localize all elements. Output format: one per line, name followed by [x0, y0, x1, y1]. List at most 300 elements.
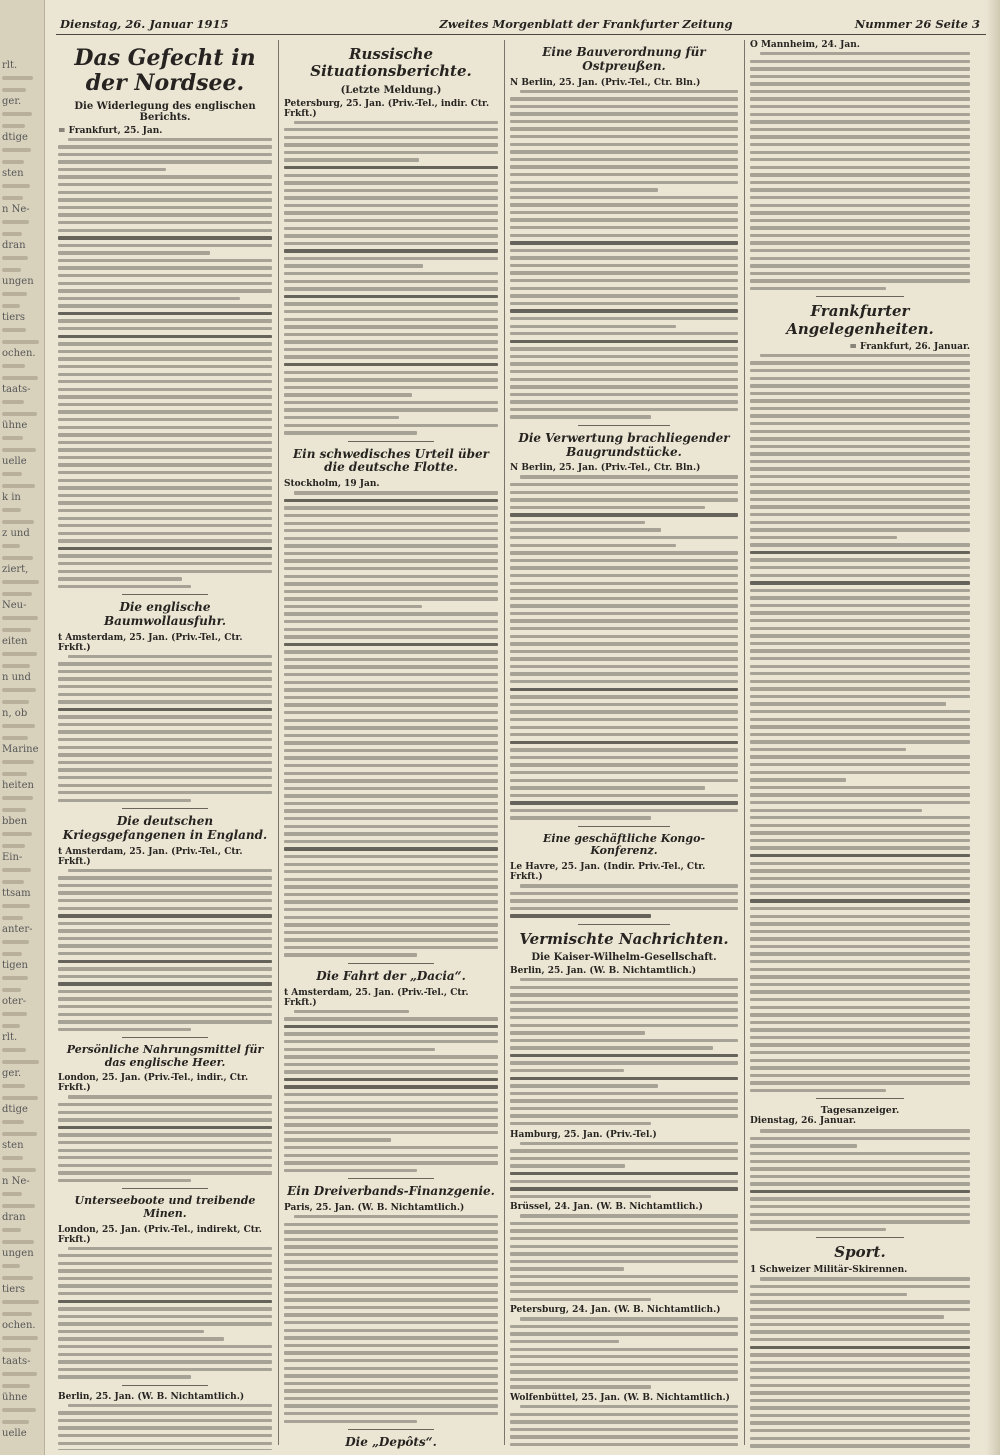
text-line [58, 967, 272, 970]
text-line [510, 135, 738, 138]
text-line [58, 570, 272, 573]
article-body-text [750, 354, 970, 1092]
text-line [750, 877, 970, 880]
text-line [750, 120, 970, 123]
text-line [284, 424, 498, 427]
text-line [750, 1059, 970, 1062]
text-line [58, 1360, 272, 1363]
text-line [750, 407, 970, 410]
text-line [750, 75, 970, 78]
text-line [284, 726, 498, 729]
gutter-text-line [2, 1228, 21, 1232]
text-line [510, 1084, 658, 1087]
text-line [750, 1361, 970, 1364]
text-line [750, 831, 970, 834]
text-line [284, 1131, 498, 1134]
text-line [284, 1238, 498, 1241]
text-line [750, 181, 970, 184]
text-line [58, 1353, 272, 1356]
text-line [750, 740, 970, 743]
text-line [510, 150, 738, 153]
article-dateline: Berlin, 25. Jan. (W. B. Nichtamtlich.) [510, 966, 697, 977]
tagesanzeiger-entries [750, 1129, 970, 1231]
gutter-text-line [2, 76, 33, 80]
text-line [510, 1378, 738, 1381]
text-line [284, 590, 498, 593]
text-line [58, 410, 272, 413]
text-line [510, 1001, 738, 1004]
gutter-text-line [2, 1336, 38, 1340]
text-line [284, 1154, 498, 1157]
text-line [750, 1308, 970, 1311]
text-line [294, 491, 498, 494]
text-line [750, 1182, 970, 1185]
text-line [58, 229, 272, 232]
text-line [510, 158, 738, 161]
text-line [284, 628, 498, 631]
text-line [750, 771, 970, 774]
gutter-text-line [2, 1300, 39, 1304]
text-line [510, 582, 738, 585]
gutter-text-fragment: n Ne- [2, 1176, 30, 1187]
gutter-text-fragment: ungen [2, 1248, 34, 1259]
gutter-text-line [2, 796, 33, 800]
text-line [284, 514, 498, 517]
text-line [58, 494, 272, 497]
text-line [750, 249, 970, 252]
text-line [58, 1315, 272, 1318]
text-line [284, 158, 419, 161]
text-line [58, 327, 272, 330]
text-line [510, 695, 738, 698]
text-line [750, 604, 970, 607]
text-line [58, 791, 272, 794]
text-line [284, 363, 498, 366]
text-line [58, 274, 272, 277]
text-line [284, 787, 498, 790]
text-line [284, 650, 498, 653]
text-line [58, 662, 272, 665]
text-line [58, 380, 272, 383]
header-page-number: Nummer 26 Seite 3 [854, 17, 980, 31]
gutter-text-line [2, 184, 30, 188]
text-line [750, 733, 970, 736]
text-line [58, 907, 272, 910]
gutter-text-fragment: uelle [2, 1428, 27, 1439]
text-line [510, 1298, 651, 1301]
text-line [510, 665, 738, 668]
text-line [58, 1005, 272, 1008]
text-line [750, 884, 970, 887]
text-line [750, 990, 970, 993]
text-line [510, 1229, 738, 1232]
text-line [58, 418, 272, 421]
text-line [510, 1237, 738, 1240]
text-line [510, 657, 738, 660]
text-line [750, 67, 970, 70]
text-line [58, 160, 272, 163]
gutter-text-fragment: rlt. [2, 1032, 18, 1043]
article-headline: Eine geschäftliche Kongo-Konferenz. [542, 831, 706, 858]
text-line [284, 665, 498, 668]
gutter-text-fragment: ger. [2, 1068, 22, 1079]
page-header [56, 14, 986, 35]
text-line [750, 1376, 970, 1379]
text-line [510, 551, 738, 554]
text-line [750, 1006, 970, 1009]
gutter-text-fragment: ochen. [2, 1320, 36, 1331]
previous-page-gutter [0, 0, 45, 1455]
text-line [58, 463, 272, 466]
gutter-text-line [2, 508, 21, 512]
text-line [510, 1099, 738, 1102]
gutter-text-line [2, 808, 26, 812]
gutter-text-line [2, 952, 22, 956]
text-line [58, 335, 272, 338]
text-line [58, 585, 191, 588]
article-headline: Die Verwertung brachliegender Baugrundstücke. [518, 430, 730, 459]
text-line [284, 1359, 498, 1362]
text-line [510, 528, 661, 531]
text-line [750, 1399, 970, 1402]
text-line [750, 596, 970, 599]
text-line [284, 1070, 498, 1073]
text-line [68, 1095, 272, 1098]
text-line [510, 188, 658, 191]
text-line [510, 604, 738, 607]
text-line [58, 738, 272, 741]
text-line [284, 658, 498, 661]
article-headline: Frankfurter Angelegenheiten. [786, 302, 934, 338]
text-line [750, 907, 970, 910]
text-line [750, 1384, 970, 1387]
gutter-text-line [2, 1204, 35, 1208]
text-line [68, 1247, 272, 1250]
text-line [510, 809, 738, 812]
text-line [58, 304, 272, 307]
text-line [284, 143, 498, 146]
text-line [750, 1190, 970, 1193]
gutter-text-line [2, 472, 22, 476]
gutter-text-line [2, 88, 26, 92]
text-line [750, 467, 970, 470]
text-line [58, 746, 272, 749]
gutter-text-line [2, 1120, 24, 1124]
text-line [284, 764, 498, 767]
text-line [284, 1169, 417, 1172]
text-line [510, 1435, 738, 1438]
article-dateline: Stockholm, 19 Jan. [284, 479, 380, 490]
text-line [750, 452, 970, 455]
text-line [510, 703, 738, 706]
gutter-text-fragment: anter- [2, 924, 33, 935]
text-line [58, 221, 272, 224]
text-line [510, 309, 738, 312]
text-line [284, 386, 498, 389]
text-line [58, 532, 272, 535]
text-line [510, 589, 738, 592]
text-line [510, 672, 738, 675]
column-2 [284, 40, 498, 1450]
text-line [284, 128, 498, 131]
text-line [284, 1404, 498, 1407]
text-line [284, 174, 498, 177]
text-line [510, 1413, 738, 1416]
article-headline: Ein Dreiverbands-Finanzgenie. [287, 1184, 495, 1199]
column-4 [750, 40, 970, 1450]
text-line [284, 1108, 498, 1111]
text-line [750, 173, 970, 176]
text-line [58, 1375, 191, 1378]
text-line [750, 498, 970, 501]
gutter-text-line [2, 1276, 33, 1280]
text-line [284, 1078, 498, 1081]
text-line [58, 259, 272, 262]
text-line [510, 181, 738, 184]
text-line [750, 1167, 970, 1170]
text-line [284, 582, 498, 585]
gutter-text-fragment: ungen [2, 276, 34, 287]
text-line [58, 539, 272, 542]
text-line [58, 524, 272, 527]
text-line [294, 121, 498, 124]
text-line [284, 1093, 498, 1096]
text-line [284, 264, 423, 267]
text-line [510, 332, 738, 335]
article-subheadline: Die Widerlegung des englischen Berichts. [74, 100, 256, 123]
text-line [284, 1253, 498, 1256]
text-line [284, 310, 498, 313]
text-line [750, 234, 970, 237]
text-line [510, 1420, 738, 1423]
article-dateline: N Berlin, 25. Jan. (Priv.-Tel., Ctr. Bln.) [510, 77, 701, 88]
text-line [294, 1215, 498, 1218]
text-line [284, 537, 498, 540]
text-line [750, 1074, 970, 1077]
text-line [750, 460, 970, 463]
text-line [750, 211, 970, 214]
gutter-text-line [2, 220, 29, 224]
gutter-text-line [2, 1240, 34, 1244]
text-line [750, 824, 970, 827]
text-line [58, 486, 272, 489]
text-line [284, 1245, 498, 1248]
article-headline: Unterseeboote und treibende Minen. [74, 1194, 256, 1220]
article-body-text [510, 1214, 738, 1301]
text-line [510, 1107, 738, 1110]
text-line [284, 681, 498, 684]
text-line [58, 517, 272, 520]
text-line [750, 960, 970, 963]
text-line [510, 1195, 651, 1198]
text-line [58, 206, 272, 209]
text-line [750, 422, 970, 425]
text-line [520, 1317, 738, 1320]
text-line [284, 529, 498, 532]
text-line [284, 635, 498, 638]
text-line [58, 365, 272, 368]
text-line [284, 741, 498, 744]
gutter-text-line [2, 1312, 32, 1316]
text-line [284, 552, 498, 555]
text-line [520, 475, 738, 478]
text-line [510, 718, 738, 721]
text-line [510, 574, 738, 577]
text-line [520, 1405, 738, 1408]
article-headline: Das Gefecht in der Nordsee. [74, 45, 256, 97]
text-line [510, 105, 738, 108]
text-line [58, 1434, 272, 1437]
article-dateline: London, 25. Jan. (Priv.-Tel., indirekt, Ctr. Frkft.) [58, 1224, 262, 1245]
text-line [750, 445, 970, 448]
text-line [284, 1329, 498, 1332]
text-line [284, 318, 498, 321]
gutter-text-line [2, 256, 28, 260]
text-line [58, 388, 272, 391]
text-line [58, 471, 272, 474]
text-line [750, 627, 970, 630]
gutter-text-line [2, 1048, 26, 1052]
gutter-text-fragment: tiers [2, 1284, 26, 1295]
text-line [750, 558, 970, 561]
text-line [510, 347, 738, 350]
text-line [58, 183, 272, 186]
text-line [58, 357, 272, 360]
text-line [760, 354, 970, 357]
gutter-text-line [2, 292, 27, 296]
text-line [58, 1368, 272, 1371]
gutter-text-fragment: z und [2, 528, 30, 539]
text-line [750, 937, 970, 940]
text-line [58, 456, 272, 459]
text-line [284, 196, 498, 199]
gutter-text-fragment: Marine [2, 744, 39, 755]
text-line [750, 219, 970, 222]
article-body-text [58, 1404, 272, 1450]
text-line [58, 289, 272, 292]
text-line [58, 1156, 272, 1159]
text-line [750, 377, 970, 380]
gutter-text-line [2, 760, 34, 764]
text-line [284, 620, 498, 623]
text-line [284, 688, 498, 691]
text-line [284, 272, 498, 275]
gutter-text-line [2, 400, 24, 404]
text-line [750, 839, 970, 842]
gutter-text-line [2, 844, 25, 848]
text-line [510, 801, 738, 804]
text-line [750, 566, 970, 569]
text-line [750, 702, 946, 705]
text-line [284, 597, 498, 600]
gutter-text-line [2, 916, 23, 920]
text-line [284, 1291, 498, 1294]
text-line [510, 97, 738, 100]
text-line [284, 900, 498, 903]
gutter-text-line [2, 664, 30, 668]
text-line [284, 506, 498, 509]
text-line [58, 1020, 272, 1023]
gutter-text-line [2, 328, 26, 332]
text-line [284, 559, 498, 562]
text-line [284, 840, 498, 843]
text-line [284, 756, 498, 759]
text-line [510, 597, 738, 600]
text-line [510, 899, 738, 902]
text-line [284, 522, 498, 525]
gutter-text-line [2, 340, 39, 344]
text-line [284, 802, 498, 805]
text-line [750, 915, 970, 918]
text-line [58, 784, 272, 787]
text-line [284, 1367, 498, 1370]
text-line [284, 1298, 498, 1301]
text-line [510, 1172, 738, 1175]
text-line [750, 1205, 970, 1208]
text-line [58, 700, 272, 703]
text-line [58, 342, 272, 345]
text-line [510, 302, 738, 305]
text-line [284, 832, 498, 835]
text-line [510, 1290, 738, 1293]
text-line [760, 1277, 970, 1280]
text-line [284, 249, 498, 252]
text-line [510, 483, 738, 486]
gutter-text-line [2, 436, 23, 440]
text-line [750, 687, 970, 690]
gutter-text-line [2, 448, 36, 452]
article-dateline: Wolfenbüttel, 25. Jan. (W. B. Nichtamtlich.) [510, 1392, 730, 1403]
text-line [750, 862, 970, 865]
text-line [58, 1292, 272, 1295]
text-line [750, 226, 970, 229]
gutter-text-line [2, 976, 28, 980]
gutter-text-line [2, 1060, 39, 1064]
text-line [510, 498, 738, 501]
text-line [510, 241, 738, 244]
text-line [520, 1214, 738, 1217]
text-line [284, 863, 498, 866]
text-line [284, 1321, 498, 1324]
text-line [284, 302, 498, 305]
text-line [58, 282, 272, 285]
text-line [510, 642, 738, 645]
gutter-text-fragment: ochen. [2, 348, 36, 359]
text-line [284, 1313, 498, 1316]
gutter-text-fragment: Ein- [2, 852, 23, 863]
text-line [58, 1013, 272, 1016]
text-line [510, 771, 738, 774]
text-line [510, 400, 738, 403]
text-line [58, 1254, 272, 1257]
text-line [58, 914, 272, 917]
text-line [58, 297, 240, 300]
article-body-text [510, 1405, 738, 1450]
text-line [58, 1284, 272, 1287]
text-line [750, 695, 970, 698]
text-line [284, 1306, 498, 1309]
text-line [284, 280, 498, 283]
text-line [284, 1268, 498, 1271]
text-line [284, 779, 498, 782]
column-rule [744, 40, 745, 1445]
text-line [750, 1213, 970, 1216]
gutter-text-line [2, 832, 32, 836]
text-line [510, 544, 676, 547]
text-line [58, 761, 272, 764]
gutter-text-fragment: tiers [2, 312, 26, 323]
text-line [750, 543, 970, 546]
